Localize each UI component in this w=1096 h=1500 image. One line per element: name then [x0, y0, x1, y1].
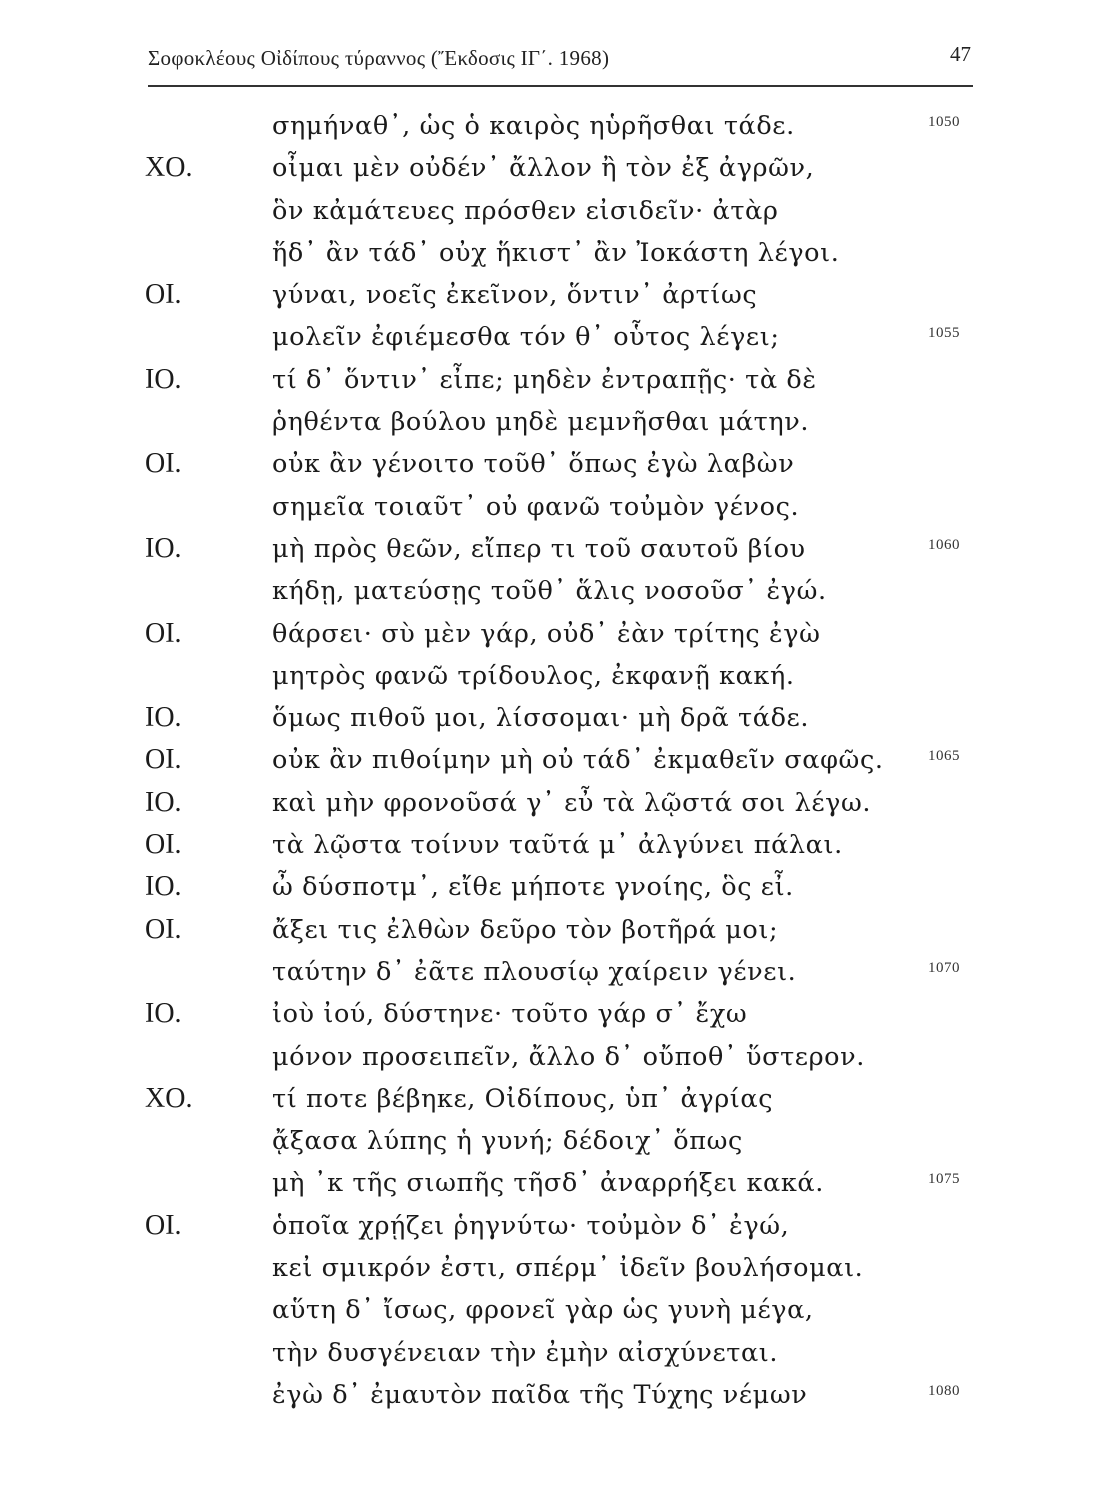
- verse-line: [0, 359, 1096, 401]
- verse-text: οὐκ ἂν γένοιτο τοῦθ᾽ ὅπως ἐγὼ λαβὼν: [272, 449, 795, 480]
- verse-text: καὶ μὴν φρονοῦσά γ᾽ εὖ τὰ λῷστά σοι λέγω.: [272, 787, 872, 818]
- verse-line: [0, 613, 1096, 655]
- speaker-label: ΟΙ.: [145, 913, 182, 945]
- verse-line: [0, 316, 1096, 358]
- verse-text: οὐκ ἂν πιθοίμην μὴ οὐ τάδ᾽ ἐκμαθεῖν σαφῶς.: [272, 745, 884, 776]
- verse-line: [0, 697, 1096, 739]
- verse-text: τί ποτε βέβηκε, Οἰδίπους, ὑπ᾽ ἀγρίας: [272, 1083, 774, 1114]
- verse-line: [0, 951, 1096, 993]
- verse-line: [0, 443, 1096, 485]
- line-number: 1075: [928, 1171, 960, 1188]
- verse-text: μὴ ᾽κ τῆς σιωπῆς τῆσδ᾽ ἀναρρήξει κακά.: [272, 1168, 824, 1199]
- verse-text: μητρὸς φανῶ τρίδουλος, ἐκφανῇ κακή.: [272, 660, 795, 691]
- verse-line: [0, 655, 1096, 697]
- verse-block: [0, 105, 1096, 1416]
- verse-line: [0, 1332, 1096, 1374]
- line-number: 1050: [928, 114, 960, 130]
- line-number: 1065: [928, 748, 960, 765]
- verse-text: ὃν κἀμάτευες πρόσθεν εἰσιδεῖν· ἀτὰρ: [272, 195, 779, 226]
- running-head: Σοφοκλέους Οἰδίπους τύραννος (Ἔκδοσις ΙΓ΄. 1968): [148, 46, 610, 70]
- speaker-label: ΙΟ.: [145, 532, 182, 564]
- line-number: 1070: [928, 959, 960, 976]
- line-number: 1055: [928, 325, 960, 342]
- verse-line: [0, 528, 1096, 570]
- verse-line: [0, 1162, 1096, 1204]
- verse-text: μὴ πρὸς θεῶν, εἴπερ τι τοῦ σαυτοῦ βίου: [272, 533, 806, 564]
- verse-text: ἥδ᾽ ἂν τάδ᾽ οὐχ ἥκιστ᾽ ἂν Ἰοκάστη λέγοι.: [272, 237, 840, 268]
- verse-text: αὕτη δ᾽ ἴσως, φρονεῖ γὰρ ὡς γυνὴ μέγα,: [272, 1295, 814, 1326]
- verse-line: [0, 1205, 1096, 1247]
- verse-line: [0, 1289, 1096, 1331]
- verse-line: [0, 1374, 1096, 1416]
- verse-text: ἐγὼ δ᾽ ἐμαυτὸν παῖδα τῆς Τύχης νέμων: [272, 1379, 808, 1410]
- verse-line: [0, 105, 1096, 147]
- speaker-label: ΙΟ.: [145, 786, 182, 818]
- speaker-label: ΟΙ.: [145, 1209, 182, 1241]
- verse-text: τὰ λῷστα τοίνυν ταῦτά μ᾽ ἀλγύνει πάλαι.: [272, 830, 843, 861]
- verse-text: ταύτην δ᾽ ἐᾶτε πλουσίῳ χαίρειν γένει.: [272, 956, 797, 987]
- speaker-label: ΧΟ.: [145, 1082, 193, 1114]
- verse-line: [0, 190, 1096, 232]
- verse-line: [0, 993, 1096, 1035]
- verse-line: [0, 1036, 1096, 1078]
- verse-line: [0, 739, 1096, 781]
- verse-line: [0, 909, 1096, 951]
- speaker-label: ΧΟ.: [145, 152, 193, 184]
- speaker-label: ΙΟ.: [145, 998, 182, 1030]
- verse-text: ἄξει τις ἐλθὼν δεῦρο τὸν βοτῆρά μοι;: [272, 914, 779, 945]
- speaker-label: ΟΙ.: [145, 448, 182, 480]
- verse-line: [0, 274, 1096, 316]
- verse-line: [0, 824, 1096, 866]
- verse-text: οἶμαι μὲν οὐδέν᾽ ἄλλον ἢ τὸν ἐξ ἀγρῶν,: [272, 153, 815, 184]
- verse-text: γύναι, νοεῖς ἐκεῖνον, ὅντιν᾽ ἀρτίως: [272, 280, 758, 311]
- verse-text: ὅμως πιθοῦ μοι, λίσσομαι· μὴ δρᾶ τάδε.: [272, 703, 810, 734]
- speaker-label: ΟΙ.: [145, 617, 182, 649]
- verse-line: [0, 486, 1096, 528]
- verse-text: μολεῖν ἐφιέμεσθα τόν θ᾽ οὗτος λέγει;: [272, 322, 780, 353]
- verse-text: σημεῖα τοιαῦτ᾽ οὐ φανῶ τοὐμὸν γένος.: [272, 491, 800, 522]
- verse-text: ὁποῖα χρῄζει ῥηγνύτω· τοὐμὸν δ᾽ ἐγώ,: [272, 1210, 790, 1241]
- header-rule: [148, 85, 973, 87]
- verse-line: [0, 1247, 1096, 1289]
- verse-text: τὴν δυσγένειαν τὴν ἐμὴν αἰσχύνεται.: [272, 1337, 779, 1368]
- speaker-label: ΙΟ.: [145, 702, 182, 734]
- verse-line: [0, 401, 1096, 443]
- verse-text: ὦ δύσποτμ᾽, εἴθε μήποτε γνοίης, ὃς εἶ.: [272, 872, 794, 903]
- verse-text: σημήναθ᾽, ὡς ὁ καιρὸς ηὑρῆσθαι τάδε.: [272, 111, 795, 141]
- verse-line: [0, 232, 1096, 274]
- page-number: 47: [950, 42, 971, 66]
- speaker-label: ΟΙ.: [145, 279, 182, 311]
- speaker-label: ΟΙ.: [145, 829, 182, 861]
- verse-line: [0, 570, 1096, 612]
- verse-text: ᾄξασα λύπης ἡ γυνή; δέδοιχ᾽ ὅπως: [272, 1126, 743, 1157]
- line-number: 1060: [928, 536, 960, 553]
- speaker-label: ΙΟ.: [145, 871, 182, 903]
- verse-text: θάρσει· σὺ μὲν γάρ, οὐδ᾽ ἐὰν τρίτης ἐγὼ: [272, 618, 821, 649]
- verse-line: [0, 1120, 1096, 1162]
- verse-text: ῥηθέντα βούλου μηδὲ μεμνῆσθαι μάτην.: [272, 407, 810, 438]
- line-number: 1080: [928, 1382, 960, 1399]
- verse-text: ἰοὺ ἰού, δύστηνε· τοῦτο γάρ σ᾽ ἔχω: [272, 999, 748, 1030]
- verse-text: τί δ᾽ ὅντιν᾽ εἶπε; μηδὲν ἐντραπῇς· τὰ δὲ: [272, 364, 817, 395]
- verse-text: κεἰ σμικρόν ἐστι, σπέρμ᾽ ἰδεῖν βουλήσομαι.: [272, 1253, 864, 1284]
- verse-line: [0, 866, 1096, 908]
- verse-line: [0, 147, 1096, 189]
- verse-line: [0, 782, 1096, 824]
- speaker-label: ΟΙ.: [145, 744, 182, 776]
- speaker-label: ΙΟ.: [145, 363, 182, 395]
- verse-text: κήδῃ, ματεύσῃς τοῦθ᾽ ἅλις νοσοῦσ᾽ ἐγώ.: [272, 576, 827, 607]
- verse-line: [0, 1078, 1096, 1120]
- verse-text: μόνον προσειπεῖν, ἄλλο δ᾽ οὔποθ᾽ ὕστερον.: [272, 1041, 865, 1072]
